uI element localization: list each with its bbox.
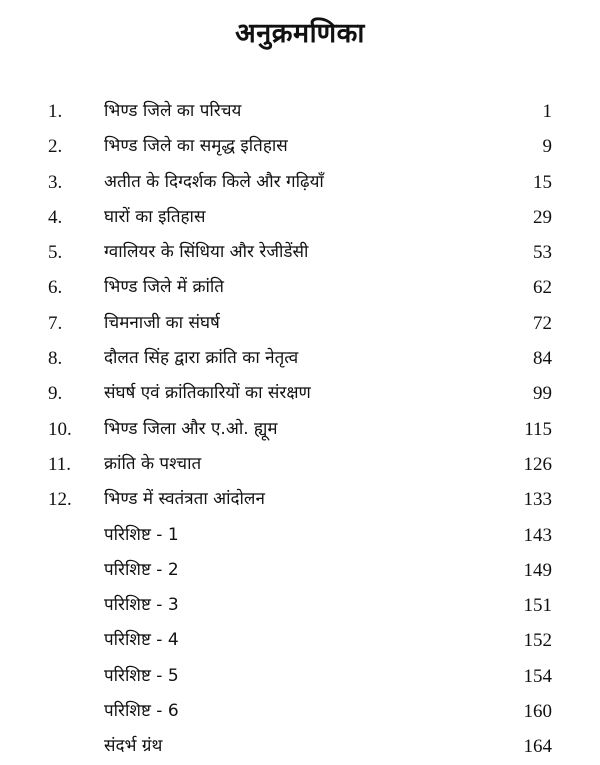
toc-entry-title: घारों का इतिहास [104, 206, 206, 227]
toc-entry-number: 7. [48, 312, 63, 334]
toc-entry-page-number: 133 [523, 489, 552, 511]
toc-entry-page-number: 126 [523, 453, 552, 475]
toc-entry-number: 11. [48, 453, 72, 475]
toc-entry-page-number: 99 [533, 383, 552, 405]
toc-entry-title: भिण्ड जिले का समृद्ध इतिहास [104, 136, 288, 157]
toc-entry-title: भिण्ड जिला और ए.ओ. ह्यूम [104, 418, 278, 439]
toc-entry-page-number: 152 [523, 630, 552, 652]
toc-entry-page-number: 53 [533, 242, 552, 264]
toc-entry-title: संघर्ष एवं क्रांतिकारियों का संरक्षण [104, 383, 311, 404]
toc-entry [0, 588, 600, 623]
toc-entry-page-number: 1 [542, 101, 552, 122]
toc-entry-title: परिशिष्ट - 2 [104, 559, 179, 580]
toc-entry-title: चिमनाजी का संघर्ष [104, 312, 220, 333]
toc-entry-number: 1. [48, 101, 63, 122]
toc-entry-page-number: 143 [523, 524, 552, 546]
toc-entry [0, 482, 600, 517]
toc-entry-page-number: 151 [523, 595, 552, 617]
toc-entry-title: ग्वालियर के सिंधिया और रेजीडेंसी [104, 242, 309, 263]
toc-entry-page-number: 62 [533, 277, 552, 299]
toc-entry-page-number: 154 [523, 665, 552, 687]
toc-entry-number: 3. [48, 171, 63, 193]
toc-entry-number: 4. [48, 206, 63, 228]
toc-entry-title: परिशिष्ट - 6 [104, 701, 179, 722]
toc-entry-page-number: 164 [523, 736, 552, 758]
toc-entry [0, 412, 600, 447]
toc-entry [0, 200, 600, 235]
toc-entry [0, 376, 600, 411]
toc-entry-number: 6. [48, 277, 63, 299]
toc-entry [0, 306, 600, 341]
toc-entry [0, 729, 600, 764]
toc-entry [0, 129, 600, 164]
toc-entry-number: 8. [48, 348, 63, 370]
toc-entry-page-number: 29 [533, 206, 552, 228]
toc-entry-title: संदर्भ ग्रंथ [104, 736, 163, 757]
toc-entry-number: 2. [48, 136, 63, 158]
toc-entry [0, 341, 600, 376]
toc-entry [0, 165, 600, 200]
toc-entry [0, 235, 600, 270]
toc-entry [0, 659, 600, 694]
toc-entry-title: परिशिष्ट - 5 [104, 665, 179, 686]
toc-entry-page-number: 72 [533, 312, 552, 334]
toc-entry-number: 10. [48, 418, 72, 440]
toc-entry-page-number: 160 [523, 701, 552, 723]
toc-entry-title: अतीत के दिग्दर्शक किले और गढ़ियाँ [104, 171, 324, 192]
toc-entry-page-number: 9 [542, 136, 552, 158]
toc-entry-title: दौलत सिंह द्वारा क्रांति का नेतृत्व [104, 348, 299, 369]
toc-entry-title: भिण्ड जिले का परिचय [104, 101, 242, 121]
toc-entry-page-number: 15 [533, 171, 552, 193]
toc-entry [0, 623, 600, 658]
table-of-contents [0, 94, 600, 765]
toc-entry-title: परिशिष्ट - 4 [104, 630, 179, 651]
page-title: अनुक्रमणिका [235, 18, 365, 49]
toc-entry-title: परिशिष्ट - 3 [104, 595, 179, 616]
toc-entry [0, 553, 600, 588]
toc-entry-title: भिण्ड में स्वतंत्रता आंदोलन [104, 489, 265, 510]
toc-entry [0, 447, 600, 482]
toc-entry-page-number: 149 [523, 559, 552, 581]
toc-entry-title: परिशिष्ट - 1 [104, 524, 179, 545]
toc-entry-page-number: 115 [524, 418, 552, 440]
toc-entry [0, 694, 600, 729]
toc-entry-page-number: 84 [533, 348, 552, 370]
toc-entry-number: 12. [48, 489, 72, 511]
toc-entry [0, 518, 600, 553]
toc-entry [0, 270, 600, 305]
toc-entry [0, 94, 600, 129]
toc-entry-title: भिण्ड जिले में क्रांति [104, 277, 224, 298]
toc-entry-number: 5. [48, 242, 63, 264]
toc-entry-title: क्रांति के पश्चात [104, 453, 202, 474]
toc-entry-number: 9. [48, 383, 63, 405]
